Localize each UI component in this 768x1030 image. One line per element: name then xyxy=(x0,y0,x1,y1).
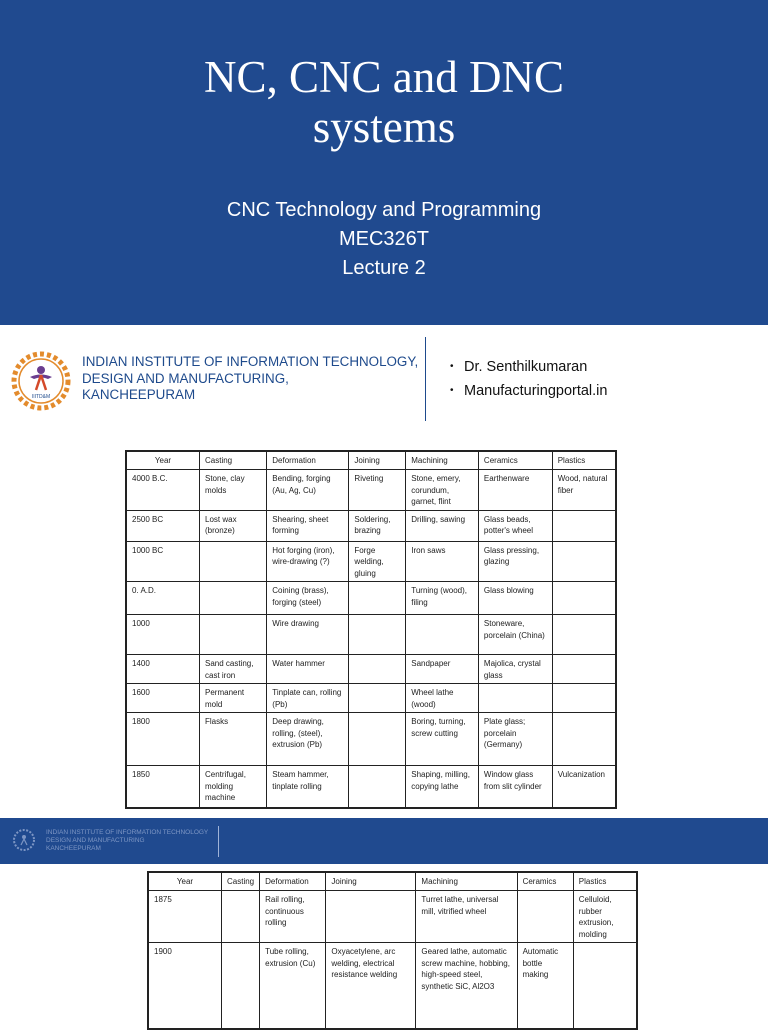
table-cell-machining: Wheel lathe (wood) xyxy=(406,684,479,713)
table-cell-casting: Lost wax (bronze) xyxy=(200,510,267,541)
history-table-1 xyxy=(125,450,617,809)
table-row xyxy=(126,470,616,511)
table-cell-machining: Drilling, sawing xyxy=(406,510,479,541)
table-cell-deformation: Rail rolling, continuous rolling xyxy=(260,891,326,943)
table-cell-casting xyxy=(200,615,267,655)
institute-name-line-3: KANCHEEPURAM xyxy=(82,387,196,402)
institute-name-line-2: DESIGN AND MANUFACTURING, xyxy=(82,370,289,386)
table-cell-ceramics: Glass beads, potter's wheel xyxy=(478,510,552,541)
table-cell-plastics: Celluloid, rubber extrusion, molding xyxy=(573,891,637,943)
table-cell-machining: Geared lathe, automatic screw machine, hobbing, high-speed steel, synthetic SiC, Al2O3 xyxy=(416,943,517,1029)
table-cell-machining: Stone, emery, corundum, garnet, flint xyxy=(406,470,479,511)
table-cell-casting: Flasks xyxy=(200,713,267,766)
column-header-deformation: Deformation xyxy=(267,451,349,470)
table-cell-deformation: Hot forging (iron), wire-drawing (?) xyxy=(267,541,349,582)
table-cell-joining: Forge welding, gluing xyxy=(349,541,406,582)
table-row xyxy=(126,655,616,684)
table-cell-machining: Shaping, milling, copying lathe xyxy=(406,766,479,808)
table-cell-joining xyxy=(349,766,406,808)
table-cell-joining xyxy=(349,684,406,713)
banner-institute-name xyxy=(46,829,221,853)
table-cell-ceramics: Glass blowing xyxy=(478,582,552,615)
banner-institute-line-1: INDIAN INSTITUTE OF INFORMATION TECHNOLOGY xyxy=(46,829,209,836)
table-cell-joining xyxy=(349,713,406,766)
title-banner xyxy=(0,0,768,325)
bullet-icon: • xyxy=(450,385,454,396)
institute-logo-icon xyxy=(12,828,36,852)
table-cell-ceramics xyxy=(478,684,552,713)
table-cell-casting xyxy=(222,891,260,943)
column-header-year: Year xyxy=(126,451,200,470)
table-cell-year: 1850 xyxy=(126,766,200,808)
column-header-machining: Machining xyxy=(416,872,517,891)
table-cell-joining xyxy=(349,615,406,655)
table-cell-plastics xyxy=(573,943,637,1029)
table-cell-year: 1600 xyxy=(126,684,200,713)
table-cell-casting xyxy=(222,943,260,1029)
table-cell-joining: Oxyacetylene, arc welding, electrical resistance welding xyxy=(326,943,416,1029)
table-row xyxy=(126,713,616,766)
table-cell-year: 1400 xyxy=(126,655,200,684)
table-cell-joining: Riveting xyxy=(349,470,406,511)
page-title xyxy=(0,52,768,152)
author-list xyxy=(450,358,607,406)
table-cell-deformation: Coining (brass), forging (steel) xyxy=(267,582,349,615)
table-cell-plastics: Vulcanization xyxy=(552,766,616,808)
table-cell-joining: Soldering, brazing xyxy=(349,510,406,541)
table-cell-casting xyxy=(200,541,267,582)
table-cell-ceramics xyxy=(517,891,573,943)
table-cell-plastics xyxy=(552,582,616,615)
column-header-plastics: Plastics xyxy=(573,872,637,891)
gear-logo-icon xyxy=(8,348,74,414)
table-cell-year: 0. A.D. xyxy=(126,582,200,615)
table-cell-plastics: Wood, natural fiber xyxy=(552,470,616,511)
table-cell-ceramics: Glass pressing, glazing xyxy=(478,541,552,582)
table-cell-plastics xyxy=(552,541,616,582)
banner-institute-line-3: KANCHEEPURAM xyxy=(46,845,101,852)
table-cell-joining xyxy=(349,582,406,615)
table-cell-year: 4000 B.C. xyxy=(126,470,200,511)
institute-name xyxy=(82,354,422,404)
table-cell-year: 1900 xyxy=(148,943,222,1029)
table-cell-year: 2500 BC xyxy=(126,510,200,541)
table-cell-ceramics: Stoneware, porcelain (China) xyxy=(478,615,552,655)
table-cell-casting: Centrifugal, molding machine xyxy=(200,766,267,808)
table-row xyxy=(148,891,637,943)
table-cell-year: 1000 BC xyxy=(126,541,200,582)
table-cell-machining xyxy=(406,615,479,655)
course-code: MEC326T xyxy=(338,228,430,250)
author-item xyxy=(450,382,607,406)
institute-logo xyxy=(8,348,74,414)
table-row xyxy=(126,615,616,655)
column-header-joining: Joining xyxy=(349,451,406,470)
banner-institute-line-2: DESIGN AND MANUFACTURING xyxy=(46,837,145,844)
table-cell-ceramics: Majolica, crystal glass xyxy=(478,655,552,684)
table-row xyxy=(148,943,637,1029)
table-cell-deformation: Bending, forging (Au, Ag, Cu) xyxy=(267,470,349,511)
title-line-2: systems xyxy=(312,102,456,152)
title-line-1: NC, CNC and DNC xyxy=(203,52,565,102)
table-cell-joining xyxy=(349,655,406,684)
vertical-divider xyxy=(425,337,426,421)
table-cell-deformation: Deep drawing, rolling, (steel), extrusion (Pb) xyxy=(267,713,349,766)
column-header-ceramics: Ceramics xyxy=(517,872,573,891)
table-cell-machining: Boring, turning, screw cutting xyxy=(406,713,479,766)
table-cell-ceramics: Earthenware xyxy=(478,470,552,511)
table-row xyxy=(126,510,616,541)
table-cell-machining: Turning (wood), filing xyxy=(406,582,479,615)
table-cell-plastics xyxy=(552,510,616,541)
table-cell-machining: Iron saws xyxy=(406,541,479,582)
author-item xyxy=(450,358,607,382)
table-cell-plastics xyxy=(552,713,616,766)
table-header-row xyxy=(148,872,637,891)
table-cell-casting: Permanent mold xyxy=(200,684,267,713)
bullet-icon: • xyxy=(450,361,454,372)
column-header-year: Year xyxy=(148,872,222,891)
column-header-joining: Joining xyxy=(326,872,416,891)
column-header-machining: Machining xyxy=(406,451,479,470)
table-cell-plastics xyxy=(552,655,616,684)
table-cell-deformation: Tinplate can, rolling (Pb) xyxy=(267,684,349,713)
table-cell-plastics xyxy=(552,615,616,655)
table-cell-machining: Turret lathe, universal mill, vitrified wheel xyxy=(416,891,517,943)
table-cell-year: 1800 xyxy=(126,713,200,766)
column-header-plastics: Plastics xyxy=(552,451,616,470)
column-header-deformation: Deformation xyxy=(260,872,326,891)
institute-name-line-1: INDIAN INSTITUTE OF INFORMATION TECHNOLOGY, xyxy=(82,354,419,369)
column-header-casting: Casting xyxy=(222,872,260,891)
table-cell-casting: Stone, clay molds xyxy=(200,470,267,511)
history-table-2 xyxy=(147,871,638,1030)
table-row xyxy=(126,582,616,615)
table-cell-ceramics: Plate glass; porcelain (Germany) xyxy=(478,713,552,766)
course-name: CNC Technology and Programming xyxy=(226,199,542,221)
column-header-ceramics: Ceramics xyxy=(478,451,552,470)
table-cell-plastics xyxy=(552,684,616,713)
table-row xyxy=(126,684,616,713)
column-header-casting: Casting xyxy=(200,451,267,470)
table-cell-ceramics: Automatic bottle making xyxy=(517,943,573,1029)
table-cell-deformation: Shearing, sheet forming xyxy=(267,510,349,541)
table-row xyxy=(126,766,616,808)
slide2-header-banner xyxy=(0,818,768,864)
author-name: Dr. Senthilkumaran xyxy=(464,359,588,375)
table-cell-joining xyxy=(326,891,416,943)
table-cell-machining: Sandpaper xyxy=(406,655,479,684)
subtitle-block xyxy=(0,196,768,283)
table-cell-deformation: Wire drawing xyxy=(267,615,349,655)
table-cell-year: 1875 xyxy=(148,891,222,943)
logo-text: IIITD&M xyxy=(31,394,51,400)
table-cell-deformation: Steam hammer, tinplate rolling xyxy=(267,766,349,808)
table-cell-year: 1000 xyxy=(126,615,200,655)
author-source: Manufacturingportal.in xyxy=(464,383,608,399)
table-row xyxy=(126,541,616,582)
table-cell-deformation: Water hammer xyxy=(267,655,349,684)
table-header-row xyxy=(126,451,616,470)
table-cell-deformation: Tube rolling, extrusion (Cu) xyxy=(260,943,326,1029)
lecture-number: Lecture 2 xyxy=(342,257,426,279)
banner-divider xyxy=(218,826,219,857)
table-cell-ceramics: Window glass from slit cylinder xyxy=(478,766,552,808)
table-cell-casting xyxy=(200,582,267,615)
table-cell-casting: Sand casting, cast iron xyxy=(200,655,267,684)
